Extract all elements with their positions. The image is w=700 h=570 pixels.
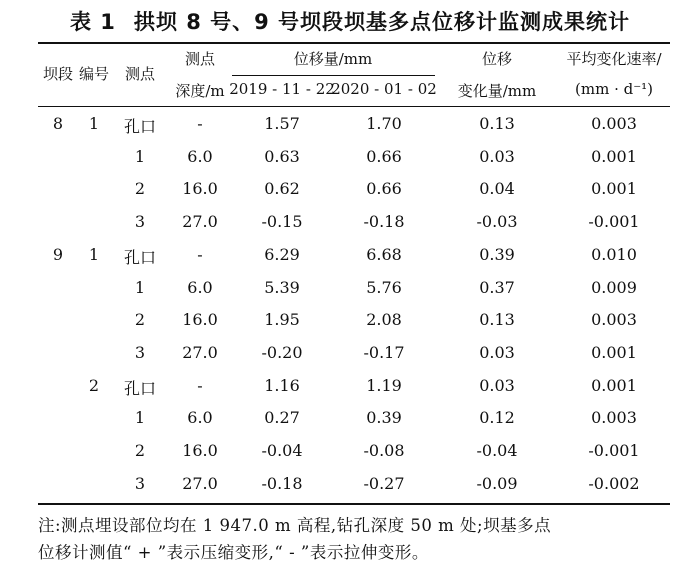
table-title: [0, 6, 700, 36]
header-point: 测点: [124, 65, 156, 83]
cell-change: 0.12: [479, 408, 515, 428]
cell-change: 0.13: [479, 114, 515, 133]
cell-number: 1: [88, 244, 100, 264]
cell-rate: 0.001: [591, 146, 637, 166]
cell-rate: 0.003: [591, 310, 637, 330]
cell-depth: 16.0: [182, 441, 218, 460]
cell-point: 3: [134, 212, 146, 232]
cell-dam-section: 9: [52, 244, 64, 264]
cell-point: 2: [134, 310, 146, 330]
header-date1: 2019 - 11 - 22: [229, 80, 335, 98]
cell-rate: -0.001: [588, 212, 640, 232]
cell-depth: 27.0: [182, 342, 218, 362]
cell-displacement-2020: -0.27: [363, 473, 405, 493]
cell-displacement-2020: -0.08: [363, 441, 405, 460]
cell-displacement-2019: 6.29: [264, 244, 300, 264]
cell-point: 2: [134, 441, 146, 460]
cell-change: 0.13: [479, 310, 515, 330]
cell-rate: -0.001: [588, 441, 640, 460]
cell-change: 0.03: [479, 342, 515, 362]
cell-point: 1: [134, 408, 146, 428]
cell-change: -0.04: [476, 441, 518, 460]
cell-displacement-2020: 1.19: [366, 375, 402, 395]
cell-dam-section: 8: [52, 114, 64, 133]
top-rule: [38, 42, 670, 44]
cell-rate: 0.003: [591, 114, 637, 133]
cell-displacement-2020: 0.66: [366, 179, 402, 199]
cell-number: 1: [88, 114, 100, 133]
cell-displacement-2019: 5.39: [264, 277, 300, 297]
header-rule: [38, 106, 670, 107]
cell-rate: 0.001: [591, 375, 637, 395]
cell-rate: -0.002: [588, 473, 640, 493]
cell-displacement-2019: -0.20: [261, 342, 303, 362]
cell-depth: 16.0: [182, 179, 218, 199]
header-depth-line1: 测点: [184, 50, 216, 68]
cell-depth: 6.0: [187, 408, 213, 428]
cell-displacement-2020: 6.68: [366, 244, 402, 264]
cell-point: 孔口: [123, 247, 157, 267]
cell-depth: -: [197, 244, 203, 264]
cell-depth: 27.0: [182, 212, 218, 232]
cell-displacement-2020: 0.39: [366, 408, 402, 428]
cell-rate: 0.009: [591, 277, 637, 297]
cell-change: -0.03: [476, 212, 518, 232]
cell-displacement-2020: 2.08: [366, 310, 402, 330]
note-line-1: 注:测点埋设部位均在 1 947.0 m 高程,钻孔深度 50 m 处;坝基多点: [38, 516, 552, 535]
cell-rate: 0.001: [591, 179, 637, 199]
cell-displacement-2019: 0.62: [264, 179, 300, 199]
cell-rate: 0.001: [591, 342, 637, 362]
header-number: 编号: [78, 65, 110, 83]
cell-depth: -: [197, 114, 203, 133]
cell-depth: -: [197, 375, 203, 395]
cell-displacement-2019: -0.15: [261, 212, 303, 232]
cell-displacement-2019: 0.27: [264, 408, 300, 428]
header-displacement: 位移量/mm: [293, 50, 373, 68]
cell-point: 1: [134, 277, 146, 297]
cell-depth: 16.0: [182, 310, 218, 330]
header-depth-line2: 深度/m: [175, 82, 225, 100]
cell-displacement-2019: -0.18: [261, 473, 303, 493]
cell-point: 孔口: [123, 117, 157, 136]
cell-depth: 6.0: [187, 146, 213, 166]
cell-point: 2: [134, 179, 146, 199]
header-change-line1: 位移: [481, 50, 513, 68]
cell-displacement-2019: -0.04: [261, 441, 303, 460]
header-dam-section: 坝段: [42, 65, 74, 83]
cell-displacement-2020: 1.70: [366, 114, 402, 133]
table-label: 表 1: [69, 10, 116, 34]
cell-depth: 27.0: [182, 473, 218, 493]
cell-change: 0.39: [479, 244, 515, 264]
cell-displacement-2019: 1.95: [264, 310, 300, 330]
note-line-2: 位移计测值“ + ”表示压缩变形,“ - ”表示拉伸变形。: [38, 543, 429, 562]
cell-point: 3: [134, 473, 146, 493]
cell-point: 3: [134, 342, 146, 362]
header-rate-line1: 平均变化速率/: [566, 50, 662, 68]
cell-change: 0.37: [479, 277, 515, 297]
cell-change: 0.03: [479, 375, 515, 395]
cell-change: 0.04: [479, 179, 515, 199]
cell-displacement-2020: -0.17: [363, 342, 405, 362]
table-note: [38, 512, 678, 566]
header-rate-line2: (mm · d⁻¹): [575, 80, 653, 98]
bottom-rule: [38, 503, 670, 505]
cell-rate: 0.010: [591, 244, 637, 264]
cell-point: 孔口: [123, 378, 157, 398]
cell-displacement-2019: 1.16: [264, 375, 300, 395]
displacement-subrule: [232, 75, 435, 76]
cell-displacement-2020: -0.18: [363, 212, 405, 232]
cell-displacement-2019: 0.63: [264, 146, 300, 166]
cell-displacement-2020: 0.66: [366, 146, 402, 166]
header-change-line2: 变化量/mm: [457, 82, 537, 100]
cell-point: 1: [134, 146, 146, 166]
cell-number: 2: [88, 375, 100, 395]
header-date2: 2020 - 01 - 02: [331, 80, 437, 98]
table-caption: 拱坝 8 号、9 号坝段坝基多点位移计监测成果统计: [133, 10, 631, 34]
cell-depth: 6.0: [187, 277, 213, 297]
cell-displacement-2019: 1.57: [264, 114, 300, 133]
cell-rate: 0.003: [591, 408, 637, 428]
cell-change: 0.03: [479, 146, 515, 166]
cell-change: -0.09: [476, 473, 518, 493]
cell-displacement-2020: 5.76: [366, 277, 402, 297]
